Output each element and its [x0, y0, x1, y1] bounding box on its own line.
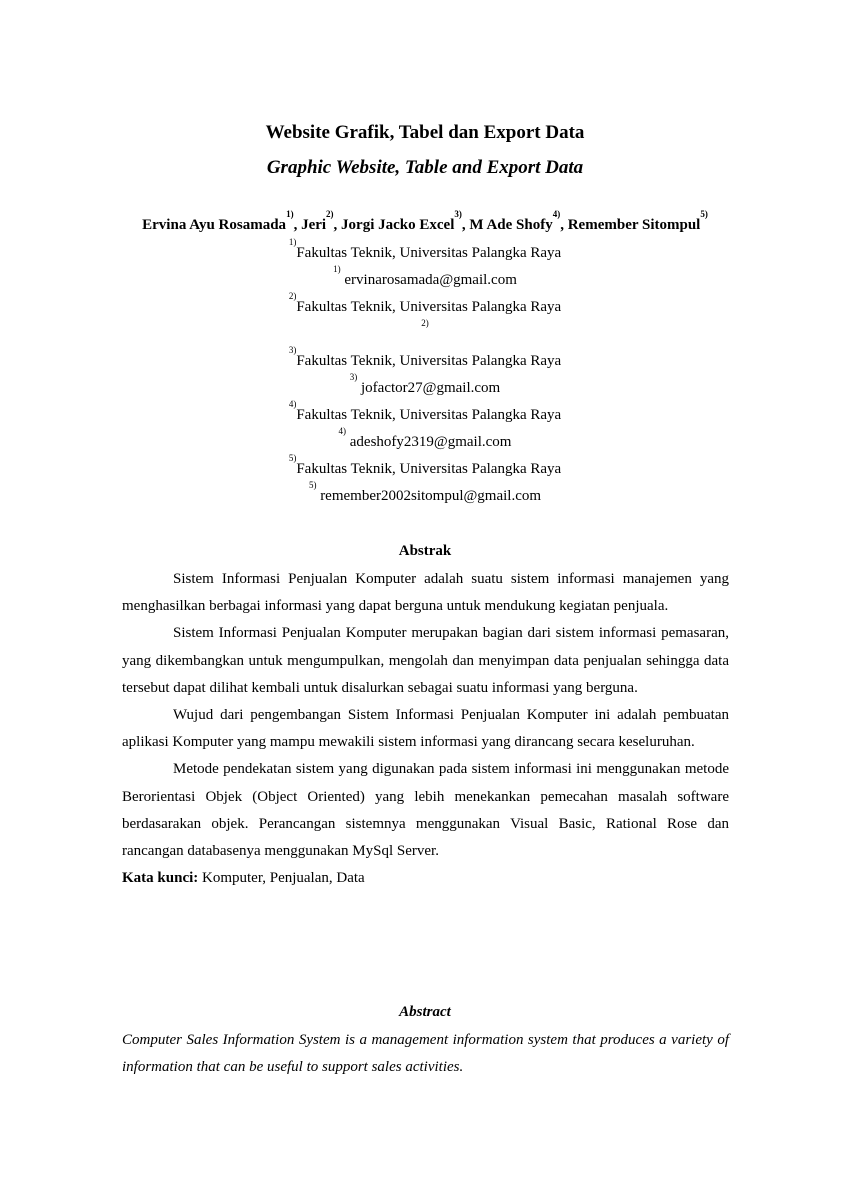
- abstrak-body: [122, 566, 729, 892]
- author: Remember Sitompul$^{5)}$: [567, 209, 708, 233]
- author: Ervina Ayu Rosamada$^{1)}$,: [142, 209, 302, 233]
- affiliation-institution: $^{3)}$Fakultas Teknik, Universitas Palangka Raya: [288, 345, 562, 369]
- affiliation-email: 2): [421, 318, 429, 328]
- abstract-heading: Abstract: [399, 1004, 451, 1020]
- abstrak-paragraph: Sistem Informasi Penjualan Komputer adalah suatu sistem informasi manajemen yang menghasilkan berbagai informasi yang dapat berguna untuk mendukung kegiatan penjuala.: [122, 571, 729, 615]
- keywords-label: Kata kunci:: [122, 870, 199, 887]
- affiliation-email: $^{5)}$ remember2002sitompul@gmail.com: [308, 480, 542, 504]
- abstrak-paragraph: Sistem Informasi Penjualan Komputer merupakan bagian dari sistem informasi pemasaran, yang dikembangkan untuk mengumpulkan, mengolah dan menyimpan data penjualan sehingga data tersebut dapat dilihat kembali untuk disalurkan sebagai suatu informasi yang berguna.: [122, 625, 729, 696]
- affiliation-email: $^{4)}$ adeshofy2319@gmail.com: [338, 426, 512, 450]
- abstrak-paragraph: Metode pendekatan sistem yang digunakan pada sistem informasi ini menggunakan metode Berorientasi Objek (Object Oriented) yang lebih menekankan pemecahan masalah software berdasarakan objek. Perancangan sistemnya menggunakan Visual Basic, Rational Rose dan rancangan databasenya menggunakan MySql Server.: [122, 761, 729, 860]
- affiliation-institution: $^{4)}$Fakultas Teknik, Universitas Palangka Raya: [288, 399, 562, 423]
- paper-subtitle: Graphic Website, Table and Export Data: [266, 157, 584, 178]
- affiliation-institution: $^{1)}$Fakultas Teknik, Universitas Palangka Raya: [288, 237, 562, 261]
- affiliation-email: $^{3)}$ jofactor27@gmail.com: [349, 372, 501, 396]
- abstrak-heading: Abstrak: [398, 543, 452, 559]
- author-list: [0, 209, 850, 234]
- author: M Ade Shofy$^{4)}$,: [469, 209, 568, 233]
- author: Jorgi Jacko Excel$^{3)}$,: [341, 209, 470, 233]
- paper-title: Website Grafik, Tabel dan Export Data: [265, 122, 585, 143]
- affiliation-institution: $^{2)}$Fakultas Teknik, Universitas Palangka Raya: [288, 291, 562, 315]
- affiliation-institution: $^{5)}$Fakultas Teknik, Universitas Palangka Raya: [288, 453, 562, 477]
- abstract-paragraph: Computer Sales Information System is a management information system that produces a variety of information that can be useful to support sales activities.: [122, 1032, 729, 1076]
- keywords-line: [122, 865, 729, 892]
- keywords-values: Komputer, Penjualan, Data: [198, 870, 365, 887]
- affiliation-email: $^{1)}$ ervinarosamada@gmail.com: [333, 264, 517, 288]
- author: Jeri$^{2)}$,: [301, 209, 342, 233]
- abstract-body: [122, 1027, 729, 1081]
- abstrak-paragraph: Wujud dari pengembangan Sistem Informasi Penjualan Komputer ini adalah pembuatan aplikasi Komputer yang mampu mewakili sistem informasi yang dirancang secara keseluruhan.: [122, 707, 729, 751]
